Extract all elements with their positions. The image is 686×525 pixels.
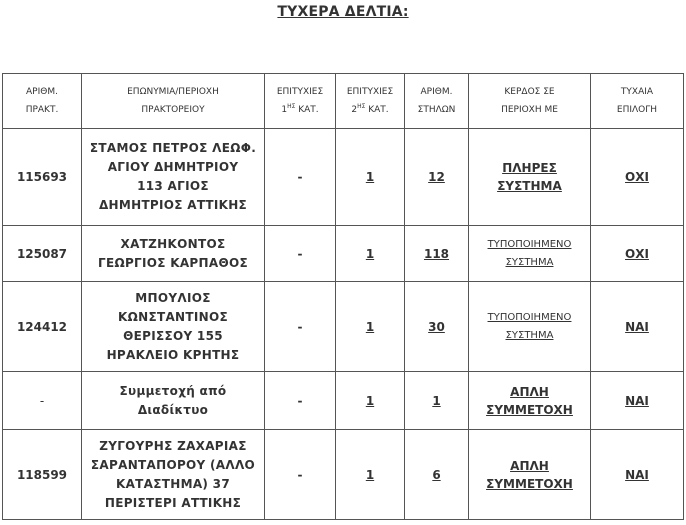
agency-name-cell: Συμμετοχή από Διαδίκτυο <box>82 372 265 430</box>
random-selection-link[interactable]: ΟΧΙ <box>625 170 649 184</box>
first-category-cell: - <box>265 226 336 282</box>
agency-number-cell: - <box>3 372 82 430</box>
header-random-selection: ΤΥΧΑΙΑ ΕΠΙΛΟΓΗ <box>591 74 684 129</box>
gain-area-link[interactable]: ΤΥΠΟΠΟΙΗΜΕΝΟ ΣΥΣΤΗΜΑ <box>487 311 572 341</box>
header-second-category: ΕΠΙΤΥΧΙΕΣ $2^{H\Sigma}$ ΚΑΤ. <box>336 74 405 129</box>
agency-number-cell: 118599 <box>3 430 82 520</box>
columns-count-cell[interactable] <box>405 372 469 430</box>
agency-name-cell: ΜΠΟΥΛΙΟΣ ΚΩΝΣΤΑΝΤΙΝΟΣ ΘΕΡΙΣΣΟΥ 155 ΗΡΑΚΛΕΙΟ ΚΡΗΤΗΣ <box>82 282 265 372</box>
agency-name-cell: ΣΤΑΜΟΣ ΠΕΤΡΟΣ ΛΕΩΦ. ΑΓΙΟΥ ΔΗΜΗΤΡΙΟΥ 113 ΑΓΙΟΣ ΔΗΜΗΤΡΙΟΣ ΑΤΤΙΚΗΣ <box>82 129 265 226</box>
gain-area-link[interactable]: ΤΥΠΟΠΟΙΗΜΕΝΟ ΣΥΣΤΗΜΑ <box>487 238 572 268</box>
first-category-cell: - <box>265 129 336 226</box>
gain-area-cell[interactable] <box>469 226 591 282</box>
agency-name-cell: ΖΥΓΟΥΡΗΣ ΖΑΧΑΡΙΑΣ ΣΑΡΑΝΤΑΠΟΡΟΥ (ΑΛΛΟ ΚΑΤΑΣΤΗΜΑ) 37 ΠΕΡΙΣΤΕΡΙ ΑΤΤΙΚΗΣ <box>82 430 265 520</box>
columns-count-link[interactable]: 6 <box>432 467 441 482</box>
columns-count-link[interactable]: 1 <box>432 393 441 408</box>
first-category-cell: - <box>265 282 336 372</box>
gain-area-link[interactable]: ΑΠΛΗ ΣΥΜΜΕΤΟΧΗ <box>486 458 573 491</box>
gain-area-cell[interactable] <box>469 129 591 226</box>
second-category-cell[interactable] <box>336 430 405 520</box>
agency-number-cell: 125087 <box>3 226 82 282</box>
table-row <box>3 372 684 430</box>
random-selection-link[interactable]: ΟΧΙ <box>625 246 649 261</box>
second-category-cell[interactable] <box>336 282 405 372</box>
page-title: ΤΥΧΕΡΑ ΔΕΛΤΙΑ: <box>277 4 409 20</box>
second-category-link[interactable]: 1 <box>365 246 375 261</box>
columns-count-link[interactable]: 30 <box>428 319 445 334</box>
random-selection-link[interactable]: ΝΑΙ <box>625 319 649 334</box>
columns-count-cell[interactable] <box>405 129 469 226</box>
first-category-cell: - <box>265 430 336 520</box>
random-selection-cell[interactable] <box>591 226 684 282</box>
gain-area-cell[interactable] <box>469 430 591 520</box>
first-category-cell: - <box>265 372 336 430</box>
gain-area-link[interactable]: ΑΠΛΗ ΣΥΜΜΕΤΟΧΗ <box>486 384 573 417</box>
second-category-link[interactable]: 1 <box>365 170 375 184</box>
table-row <box>3 129 684 226</box>
random-selection-cell[interactable] <box>591 129 684 226</box>
second-category-link[interactable]: 1 <box>365 393 375 408</box>
gain-area-cell[interactable] <box>469 372 591 430</box>
gain-area-cell[interactable] <box>469 282 591 372</box>
columns-count-cell[interactable] <box>405 430 469 520</box>
second-category-link[interactable]: 1 <box>365 467 375 482</box>
random-selection-cell[interactable] <box>591 430 684 520</box>
columns-count-link[interactable]: 12 <box>428 170 445 184</box>
columns-count-cell[interactable] <box>405 226 469 282</box>
random-selection-link[interactable]: ΝΑΙ <box>625 393 649 408</box>
second-category-cell[interactable] <box>336 129 405 226</box>
table-row <box>3 226 684 282</box>
winning-tickets-table <box>2 73 684 520</box>
header-agency-name: ΕΠΩΝΥΜΙΑ/ΠΕΡΙΟΧΗ ΠΡΑΚΤΟΡΕΙΟΥ <box>82 74 265 129</box>
header-agency-number: ΑΡΙΘΜ. ΠΡΑΚΤ. <box>3 74 82 129</box>
random-selection-cell[interactable] <box>591 372 684 430</box>
agency-number-cell: 115693 <box>3 129 82 226</box>
random-selection-link[interactable]: ΝΑΙ <box>625 467 649 482</box>
gain-area-link[interactable]: ΠΛΗΡΕΣ ΣΥΣΤΗΜΑ <box>497 161 562 193</box>
header-columns-count: ΑΡΙΘΜ. ΣΤΗΛΩΝ <box>405 74 469 129</box>
header-gain-area: ΚΕΡΔΟΣ ΣΕ ΠΕΡΙΟΧΗ ΜΕ <box>469 74 591 129</box>
columns-count-link[interactable]: 118 <box>423 246 450 261</box>
header-first-category: ΕΠΙΤΥΧΙΕΣ $1^{H\Sigma}$ ΚΑΤ. <box>265 74 336 129</box>
random-selection-cell[interactable] <box>591 282 684 372</box>
table-row <box>3 430 684 520</box>
agency-number-cell: 124412 <box>3 282 82 372</box>
agency-name-cell: ΧΑΤΖΗΚΟΝΤΟΣ ΓΕΩΡΓΙΟΣ ΚΑΡΠΑΘΟΣ <box>82 226 265 282</box>
second-category-cell[interactable] <box>336 226 405 282</box>
table-header-row <box>3 74 684 129</box>
second-category-link[interactable]: 1 <box>365 319 375 334</box>
second-category-cell[interactable] <box>336 372 405 430</box>
columns-count-cell[interactable] <box>405 282 469 372</box>
table-row <box>3 282 684 372</box>
